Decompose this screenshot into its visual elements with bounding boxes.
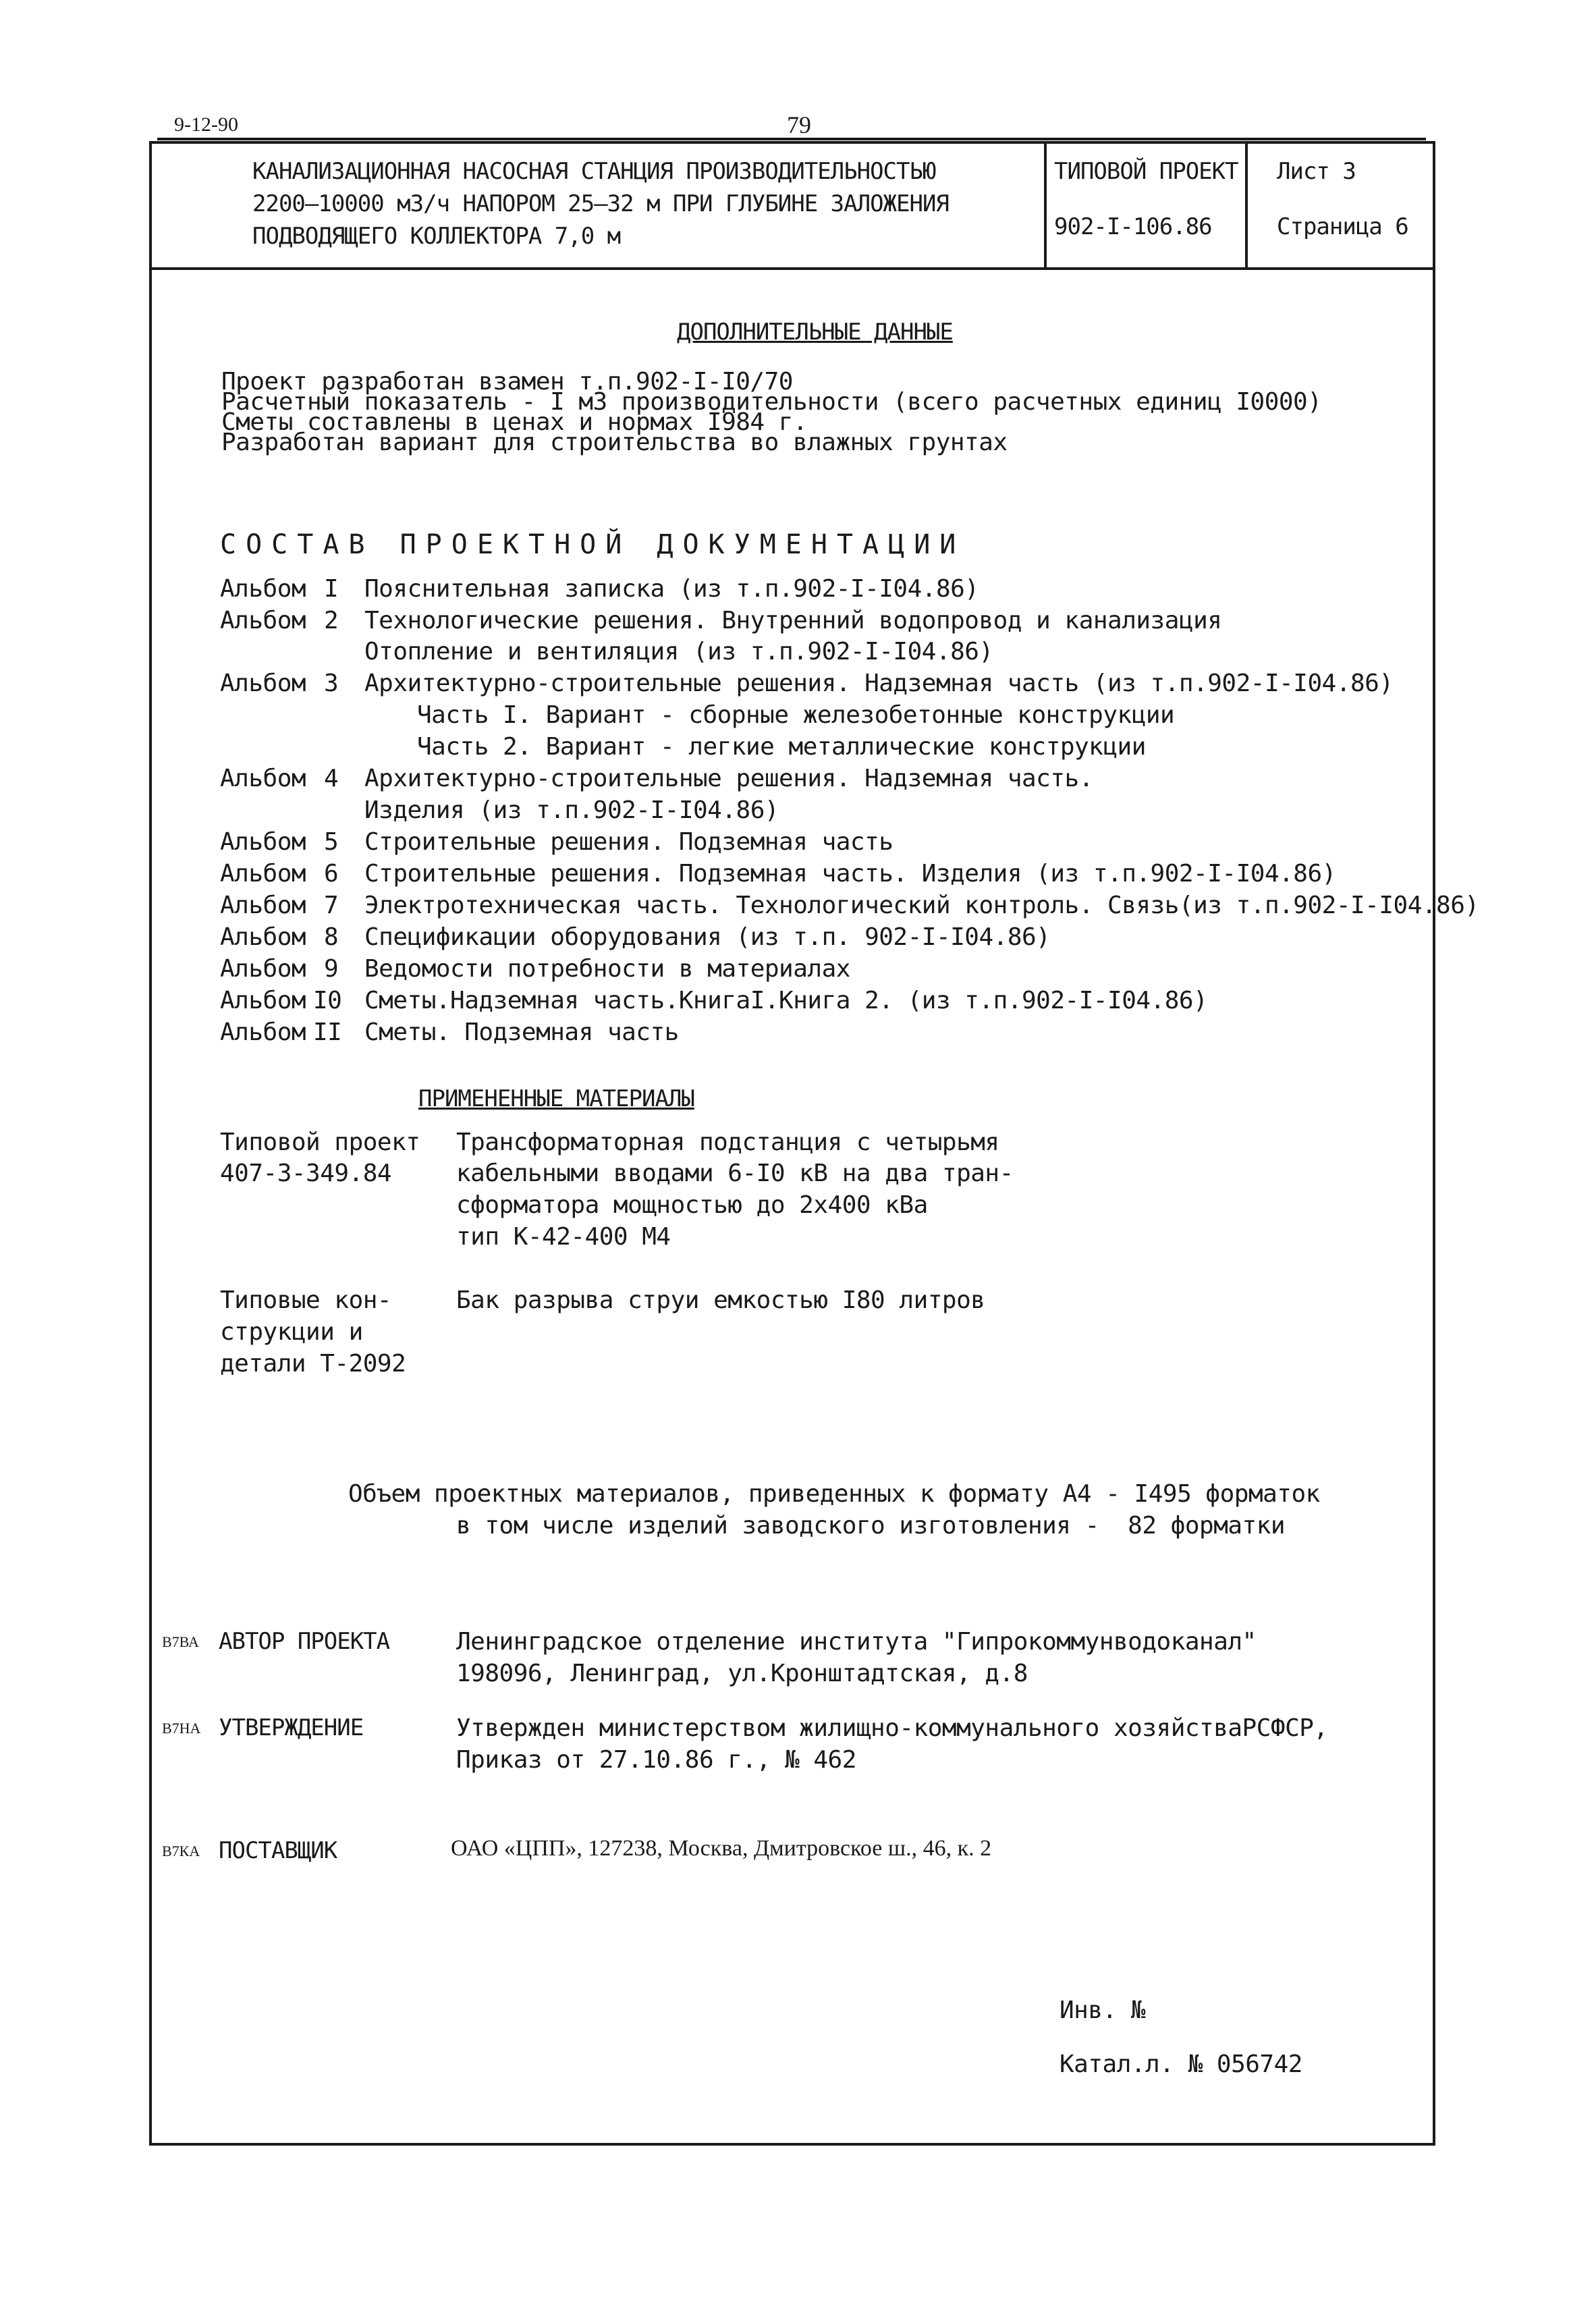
inventory-number: Инв. № [1060, 1996, 1146, 2024]
album-label: Альбом [220, 955, 306, 983]
credit-text: Ленинградское отделение института "Гипрокоммунводоканал" [456, 1628, 1257, 1656]
top-date: 9-12-90 [174, 113, 238, 136]
sheet-number: Лист 3 [1277, 158, 1356, 185]
album-text: Спецификации оборудования (из т.п. 902-I-I04.86) [364, 923, 1051, 951]
project-label: ТИПОВОЙ ПРОЕКТ [1054, 158, 1238, 185]
material-ref: детали Т-2092 [220, 1350, 406, 1378]
album-text: Отопление и вентиляция (из т.п.902-I-I04.86) [364, 638, 993, 665]
album-text: Строительные решения. Подземная часть. Изделия (из т.п.902-I-I04.86) [364, 860, 1336, 888]
album-number: 7 [324, 892, 339, 919]
material-desc: Трансформаторная подстанция с четырьмя [456, 1128, 999, 1156]
credit-role: УТВЕРЖДЕНИЕ [219, 1714, 364, 1741]
album-number: II [313, 1018, 342, 1046]
credit-text: 198096, Ленинград, ул.Кронштадтская, д.8 [456, 1660, 1028, 1687]
album-label: Альбом [220, 828, 306, 856]
album-number: I [324, 575, 339, 603]
additional-heading: ДОПОЛНИТЕЛЬНЫЕ ДАННЫЕ [677, 319, 953, 346]
album-number: 2 [324, 607, 339, 634]
credit-code: В7КА [162, 1843, 200, 1859]
album-text: Пояснительная записка (из т.п.902-I-I04.86) [364, 575, 979, 603]
material-ref: Типовые кон- [220, 1286, 392, 1314]
additional-line-4: Разработан вариант для строительства во влажных грунтах [221, 429, 1008, 456]
album-label: Альбом [220, 670, 306, 697]
album-number: 8 [324, 923, 339, 951]
materials-heading: ПРИМЕНЕННЫЕ МАТЕРИАЛЫ [418, 1085, 694, 1112]
album-text: Строительные решения. Подземная часть [364, 828, 893, 856]
album-text: Технологические решения. Внутренний водопровод и канализация [364, 607, 1222, 634]
album-label: Альбом [220, 765, 306, 792]
title-block-vline-2 [1245, 141, 1248, 269]
album-number: 4 [324, 765, 339, 792]
material-ref: Типовой проект [220, 1128, 420, 1156]
catalog-number: Катал.л. № 056742 [1060, 2050, 1302, 2078]
volume-line-1: Объем проектных материалов, приведенных к формату А4 - I495 форматок [348, 1480, 1320, 1508]
album-text: Часть 2. Вариант - легкие металлические конструкции [417, 733, 1146, 761]
volume-line-2: в том числе изделий заводского изготовления - 82 форматки [456, 1512, 1286, 1540]
title-block-divider [149, 267, 1435, 270]
top-page-number: 79 [787, 111, 811, 138]
title-block-vline-1 [1044, 141, 1047, 269]
album-text: Сметы. Подземная часть [364, 1018, 679, 1046]
album-label: Альбом [220, 1018, 306, 1046]
material-desc: сформатора мощностью до 2х400 кВа [456, 1191, 928, 1219]
album-text: Архитектурно-строительные решения. Надземная часть (из т.п.902-I-I04.86) [364, 670, 1394, 697]
album-text: Изделия (из т.п.902-I-I04.86) [364, 796, 779, 824]
album-text: Часть I. Вариант - сборные железобетонные конструкции [417, 701, 1175, 729]
top-rule [157, 138, 1426, 140]
title-line-2: 2200–10000 м3/ч НАПОРОМ 25–32 м ПРИ ГЛУБИНЕ ЗАЛОЖЕНИЯ [252, 190, 949, 217]
album-text: Электротехническая часть. Технологический контроль. Связь(из т.п.902-I-I04.86) [364, 892, 1479, 919]
album-label: Альбом [220, 575, 306, 603]
album-label: Альбом [220, 860, 306, 888]
project-number: 902-I-106.86 [1054, 213, 1212, 240]
album-label: Альбом [220, 923, 306, 951]
material-ref: струкции и [220, 1318, 363, 1346]
album-label: Альбом [220, 607, 306, 634]
album-number: I0 [313, 987, 342, 1014]
credit-code: В7ВА [162, 1633, 199, 1650]
album-text: Сметы.Надземная часть.КнигаI.Книга 2. (из т.п.902-I-I04.86) [364, 987, 1208, 1014]
credit-text: Утвержден министерством жилищно-коммунального хозяйстваРСФСР, [456, 1714, 1328, 1742]
album-number: 3 [324, 670, 339, 697]
album-text: Архитектурно-строительные решения. Надземная часть. [364, 765, 1093, 792]
credit-code: В7НА [162, 1720, 201, 1737]
additional-line-2: Расчетный показатель - I м3 производительности (всего расчетных единиц I0000) [221, 388, 1322, 416]
title-line-3: ПОДВОДЯЩЕГО КОЛЛЕКТОРА 7,0 м [252, 223, 621, 250]
additional-line-3: Сметы составлены в ценах и нормах I984 г. [221, 408, 808, 436]
additional-line-1: Проект разработан взамен т.п.902-I-I0/70 [221, 368, 793, 396]
title-line-1: КАНАЛИЗАЦИОННАЯ НАСОСНАЯ СТАНЦИЯ ПРОИЗВОДИТЕЛЬНОСТЬЮ [252, 158, 936, 185]
album-number: 5 [324, 828, 339, 856]
album-number: 9 [324, 955, 339, 983]
credit-role: АВТОР ПРОЕКТА [219, 1628, 390, 1655]
album-label: Альбом [220, 987, 306, 1014]
material-desc: Бак разрыва струи емкостью I80 литров [456, 1286, 985, 1314]
credit-text: ОАО «ЦПП», 127238, Москва, Дмитровское ш., 46, к. 2 [451, 1836, 992, 1861]
credit-role: ПОСТАВЩИК [219, 1837, 337, 1864]
album-number: 6 [324, 860, 339, 888]
album-text: Ведомости потребности в материалах [364, 955, 850, 983]
material-ref: 407-3-349.84 [220, 1160, 392, 1187]
credit-text: Приказ от 27.10.86 г., № 462 [456, 1746, 856, 1774]
material-desc: кабельными вводами 6-I0 кВ на два тран- [456, 1160, 1014, 1187]
page-label: Страница 6 [1277, 213, 1408, 240]
album-label: Альбом [220, 892, 306, 919]
composition-heading: СОСТАВ ПРОЕКТНОЙ ДОКУМЕНТАЦИИ [220, 529, 966, 560]
material-desc: тип К-42-400 М4 [456, 1223, 671, 1251]
